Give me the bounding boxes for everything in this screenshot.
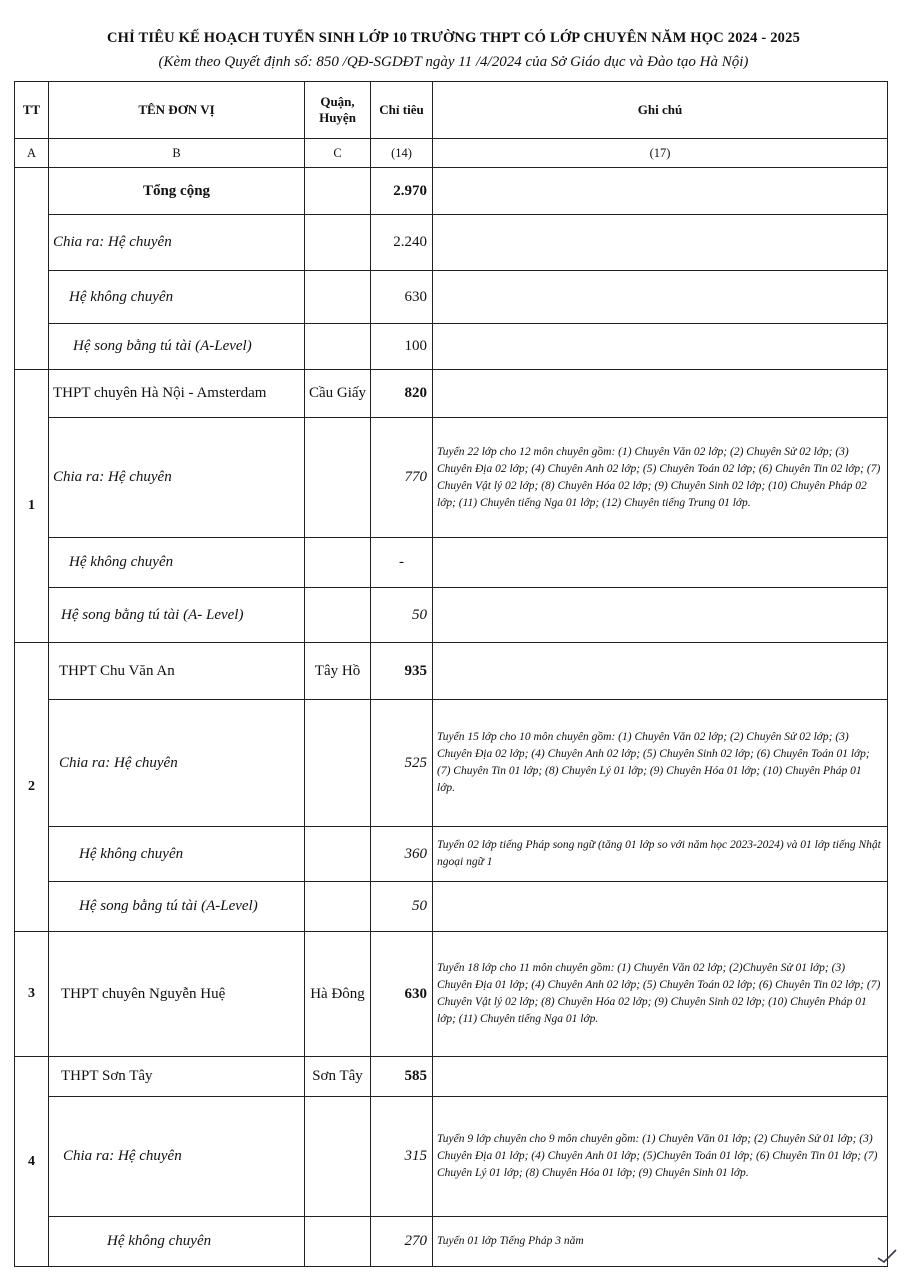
table-row xyxy=(15,588,888,643)
header-district: Quận, Huyện xyxy=(305,82,371,139)
school-2-chuyen-label: Chia ra: Hệ chuyên xyxy=(49,700,305,827)
table-row xyxy=(15,1097,888,1217)
summary-tt-cell xyxy=(15,168,49,370)
school-2-khong-note: Tuyển 02 lớp tiếng Pháp song ngữ (tăng 01 lớp so với năm học 2023-2024) và 01 lớp tiếng Nhật ngoại ngữ 1 xyxy=(433,827,888,882)
school-2-name: THPT Chu Văn An xyxy=(49,643,305,700)
school-2-alevel-label: Hệ song bằng tú tài (A-Level) xyxy=(49,882,305,932)
school-1-chuyen-value: 770 xyxy=(371,418,433,538)
school-4-khong-note: Tuyển 01 lớp Tiếng Pháp 3 năm xyxy=(433,1217,888,1267)
summary-khong-label: Hệ không chuyên xyxy=(49,271,305,324)
header-name: TÊN ĐƠN VỊ xyxy=(49,82,305,139)
table-row xyxy=(15,215,888,271)
table-row xyxy=(15,1217,888,1267)
school-4-chuyen-label: Chia ra: Hệ chuyên xyxy=(49,1097,305,1217)
table-header-row xyxy=(15,82,888,139)
school-1-total: 820 xyxy=(371,370,433,418)
summary-chuyen-label: Chia ra: Hệ chuyên xyxy=(49,215,305,271)
school-1-name: THPT chuyên Hà Nội - Amsterdam xyxy=(49,370,305,418)
code-note: (17) xyxy=(433,139,888,168)
header-quota: Chỉ tiêu xyxy=(371,82,433,139)
school-4-khong-value: 270 xyxy=(371,1217,433,1267)
table-row xyxy=(15,827,888,882)
table-row xyxy=(15,538,888,588)
summary-khong-value: 630 xyxy=(371,271,433,324)
code-tt: A xyxy=(15,139,49,168)
header-note: Ghi chú xyxy=(433,82,888,139)
school-2-khong-label: Hệ không chuyên xyxy=(49,827,305,882)
table-row xyxy=(15,643,888,700)
table-code-row xyxy=(15,139,888,168)
school-4-chuyen-note: Tuyển 9 lớp chuyên cho 9 môn chuyên gồm: (1) Chuyên Văn 01 lớp; (2) Chuyên Sử 01 lớp; (3) Chuyên Địa 01 lớp; (4) Chuyên Anh 01 lớp; (5)Chuyên Toán 01 lớp; (6) Chuyên Tin 01 lớp; (7) Chuyên Lý 01 lớp; (8) Chuyên Hóa 01 lớp; (9) Chuyên Sinh 01 lớp. xyxy=(433,1097,888,1217)
check-mark-icon xyxy=(876,1248,898,1264)
school-1-alevel-value: 50 xyxy=(371,588,433,643)
school-3-district: Hà Đông xyxy=(305,932,371,1057)
summary-alevel-value: 100 xyxy=(371,324,433,370)
school-1-chuyen-label: Chia ra: Hệ chuyên xyxy=(49,418,305,538)
school-4-khong-label: Hệ không chuyên xyxy=(49,1217,305,1267)
table-row xyxy=(15,168,888,215)
school-1-khong-value: - xyxy=(371,538,433,588)
school-1-chuyen-note: Tuyển 22 lớp cho 12 môn chuyên gồm: (1) Chuyên Văn 02 lớp; (2) Chuyên Sử 02 lớp; (3) Chuyên Địa 02 lớp; (4) Chuyên Anh 02 lớp; (5) Chuyên Toán 02 lớp; (6) Chuyên Tin 02 lớp; (7) Chuyên Vật lý 02 lớp; (8) Chuyên Hóa 02 lớp; (9) Chuyên Sinh 02 lớp; (10) Chuyên Pháp 02 lớp; (11) Chuyên tiếng Nga 01 lớp; (12) Chuyên tiếng Trung 01 lớp. xyxy=(433,418,888,538)
school-2-district: Tây Hồ xyxy=(305,643,371,700)
table-row xyxy=(15,370,888,418)
table-row xyxy=(15,882,888,932)
school-4-total: 585 xyxy=(371,1057,433,1097)
code-district: C xyxy=(305,139,371,168)
table-row xyxy=(15,932,888,1057)
school-2-total: 935 xyxy=(371,643,433,700)
header-tt: TT xyxy=(15,82,49,139)
school-4-tt: 4 xyxy=(15,1057,49,1267)
school-3-total: 630 xyxy=(371,932,433,1057)
school-1-tt: 1 xyxy=(15,370,49,643)
school-1-khong-label: Hệ không chuyên xyxy=(49,538,305,588)
code-name: B xyxy=(49,139,305,168)
total-value: 2.970 xyxy=(371,168,433,215)
summary-chuyen-value: 2.240 xyxy=(371,215,433,271)
school-3-name: THPT chuyên Nguyễn Huệ xyxy=(49,932,305,1057)
school-2-chuyen-note: Tuyển 15 lớp cho 10 môn chuyên gồm: (1) Chuyên Văn 02 lớp; (2) Chuyên Sử 02 lớp; (3) Chuyên Địa 02 lớp; (4) Chuyên Anh 02 lớp; (5) Chuyên Sinh 02 lớp; (6) Chuyên Toán 01 lớp; (7) Chuyên Tin 01 lớp; (8) Chuyên Lý 01 lớp; (9) Chuyên Hóa 01 lớp; (10) Chuyên Pháp 01 lớp. xyxy=(433,700,888,827)
total-label: Tổng cộng xyxy=(49,168,305,215)
table-row xyxy=(15,271,888,324)
summary-alevel-label: Hệ song bằng tú tài (A-Level) xyxy=(49,324,305,370)
school-3-note: Tuyển 18 lớp cho 11 môn chuyên gồm: (1) Chuyên Văn 02 lớp; (2)Chuyên Sử 01 lớp; (3) Chuyên Địa 01 lớp; (4) Chuyên Anh 02 lớp; (5) Chuyên Toán 02 lớp; (6) Chuyên Tin 02 lớp; (7) Chuyên Vật lý 02 lớp; (8) Chuyên Hóa 02 lớp; (9) Chuyên Sinh 02 lớp; (10) Chuyên Pháp 01 lớp; (11) Chuyên tiếng Nga 01 lớp. xyxy=(433,932,888,1057)
table-row xyxy=(15,1057,888,1097)
code-quota: (14) xyxy=(371,139,433,168)
school-2-tt: 2 xyxy=(15,643,49,932)
school-1-alevel-label: Hệ song bằng tú tài (A- Level) xyxy=(49,588,305,643)
school-3-tt: 3 xyxy=(15,932,49,1057)
table-row xyxy=(15,700,888,827)
school-2-khong-value: 360 xyxy=(371,827,433,882)
school-4-name: THPT Sơn Tây xyxy=(49,1057,305,1097)
school-4-chuyen-value: 315 xyxy=(371,1097,433,1217)
document-title: CHỈ TIÊU KẾ HOẠCH TUYỂN SINH LỚP 10 TRƯỜNG THPT CÓ LỚP CHUYÊN NĂM HỌC 2024 - 2025 xyxy=(106,30,801,46)
school-2-alevel-value: 50 xyxy=(371,882,433,932)
school-4-district: Sơn Tây xyxy=(305,1057,371,1097)
table-row xyxy=(15,418,888,538)
school-2-chuyen-value: 525 xyxy=(371,700,433,827)
admission-quota-table xyxy=(14,81,888,1267)
document-subtitle: (Kèm theo Quyết định số: 850 /QĐ-SGDĐT ngày 11 /4/2024 của Sở Giáo dục và Đào tạo Hà Nội) xyxy=(158,54,749,70)
school-1-district: Cầu Giấy xyxy=(305,370,371,418)
table-row xyxy=(15,324,888,370)
